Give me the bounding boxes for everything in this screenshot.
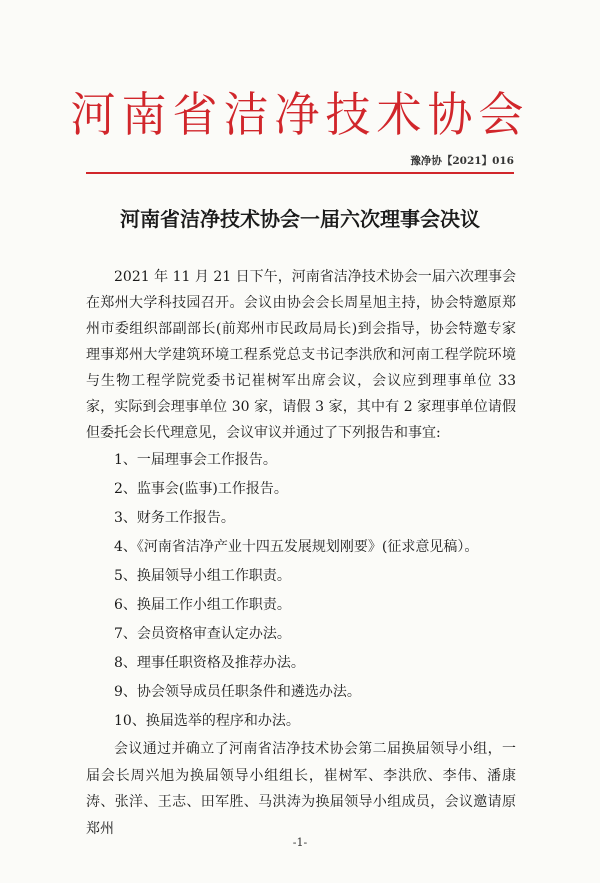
list-item: 5、换届领导小组工作职责。 xyxy=(114,568,291,584)
page-number: -1- xyxy=(292,836,308,849)
document-body xyxy=(86,264,516,842)
list-item: 4、《河南省洁净产业十四五发展规划刚要》(征求意见稿）。 xyxy=(114,539,479,555)
list-item: 1、一届理事会工作报告。 xyxy=(114,452,277,468)
document-number: 豫净协【2021】016 xyxy=(410,155,514,167)
intro-paragraph: 2021 年 11 月 21 日下午，河南省洁净技术协会一届六次理事会在郑州大学科技园召开。会议由协会会长周星旭主持，协会特邀原郑州市委组织部副部长(前郑州市民政局局长)到会指导，协会特邀专家理事郑州大学建筑环境工程系党总支书记李洪欣和河南工程学院环境与生物工程学院党委书记崔树军出席会议，会议应到理事单位 33 家，实际到会理事单位 30 家，请假 3 家，其中有 2 家理事单位请假但委托会长代理意见，会议审议并通过了下列报告和事宜: xyxy=(86,269,516,441)
list-item: 8、理事任职资格及推荐办法。 xyxy=(114,655,305,671)
closing-paragraph: 会议通过并确立了河南省洁净技术协会第二届换届领导小组，一届会长周兴旭为换届领导小组组长，崔树军、李洪欣、李伟、潘康涛、张洋、王志、田军胜、马洪涛为换届领导小组成员，会议邀请原郑州 xyxy=(86,741,516,837)
document-title: 河南省洁净技术协会一届六次理事会决议 xyxy=(120,207,480,231)
list-item: 3、财务工作报告。 xyxy=(114,510,235,526)
list-item: 2、监事会(监事)工作报告。 xyxy=(114,481,288,497)
letterhead: 河南省洁净技术协会 xyxy=(70,86,530,143)
letterhead-divider xyxy=(86,172,514,174)
list-item: 9、协会领导成员任职条件和遴选办法。 xyxy=(114,684,361,700)
list-item: 6、换届工作小组工作职责。 xyxy=(114,597,291,613)
list-item: 7、会员资格审查认定办法。 xyxy=(114,626,291,642)
list-item: 10、换届选举的程序和办法。 xyxy=(114,713,300,729)
